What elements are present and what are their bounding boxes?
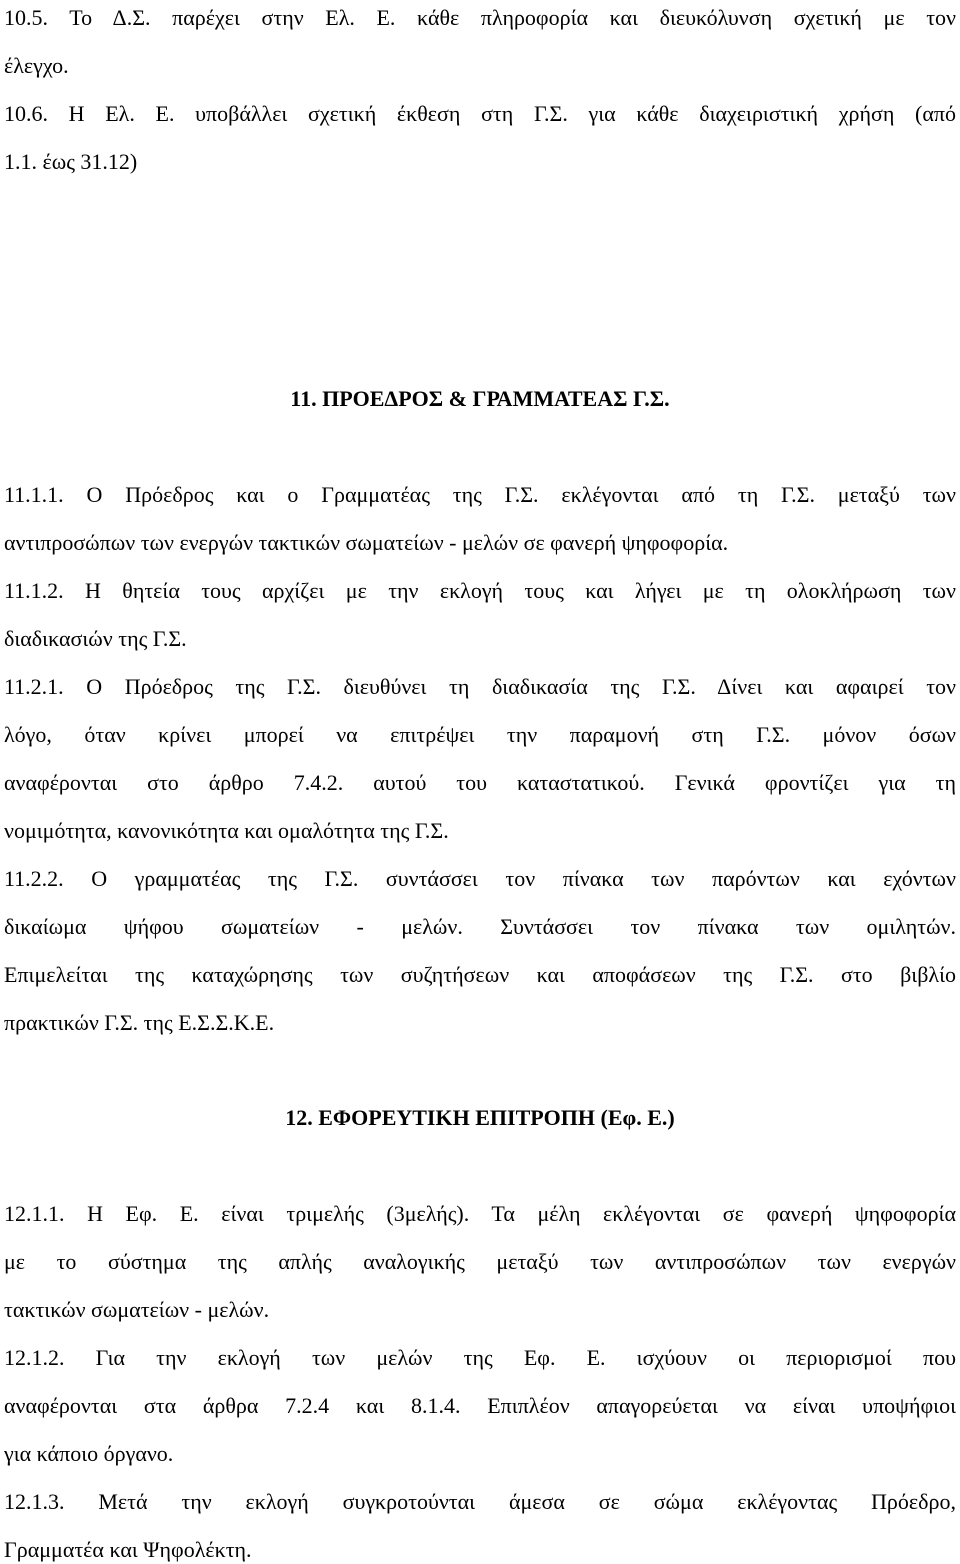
paragraph-12-1-1-line-3: τακτικών σωματείων - μελών. [4,1297,270,1322]
paragraph-11-1-2-line-1: 11.1.2. Η θητεία τους αρχίζει με την εκλογή τους και λήγει με τη ολοκλήρωση των [4,578,956,603]
paragraph-12-1-2-line-1: 12.1.2. Για την εκλογή των μελών της Εφ. Ε. ισχύουν οι περιορισμοί που [4,1345,956,1370]
paragraph-11-2-1-line-3: αναφέρονται στο άρθρο 7.4.2. αυτού του καταστατικού. Γενικά φροντίζει για τη [4,770,956,795]
paragraph-11-1-1-line-2: αντιπροσώπων των ενεργών τακτικών σωματείων - μελών σε φανερή ψηφοφορία. [4,530,729,555]
paragraph-10-6-line-2: 1.1. έως 31.12) [4,149,138,174]
paragraph-12-1-3-line-1: 12.1.3. Μετά την εκλογή συγκροτούνται άμεσα σε σώμα εκλέγοντας Πρόεδρο, [4,1489,956,1514]
paragraph-10-6-line-1: 10.6. Η Ελ. Ε. υποβάλλει σχετική έκθεση στη Γ.Σ. για κάθε διαχειριστική χρήση (από [4,101,956,126]
paragraph-11-2-2-line-4: πρακτικών Γ.Σ. της Ε.Σ.Σ.Κ.Ε. [4,1010,275,1035]
paragraph-12-1-3-line-2: Γραμματέα και Ψηφολέκτη. [4,1537,252,1562]
paragraph-12-1-1-line-2: με το σύστημα της απλής αναλογικής μεταξύ των αντιπροσώπων των ενεργών [4,1249,956,1274]
paragraph-10-5-line-2: έλεγχο. [4,53,69,78]
paragraph-10-5-line-1: 10.5. Το Δ.Σ. παρέχει στην Ελ. Ε. κάθε πληροφορία και διευκόλυνση σχετική με τον [4,5,956,30]
section-12-heading: 12. ΕΦΟΡΕΥΤΙΚΗ ΕΠΙΤΡΟΠΗ (Εφ. Ε.) [285,1105,675,1130]
paragraph-12-1-2-line-3: για κάποιο όργανο. [4,1441,174,1466]
paragraph-11-2-2-line-3: Επιμελείται της καταχώρησης των συζητήσεων και αποφάσεων της Γ.Σ. στο βιβλίο [4,962,956,987]
paragraph-12-1-2-line-2: αναφέρονται στα άρθρα 7.2.4 και 8.1.4. Επιπλέον απαγορεύεται να είναι υποψήφιοι [4,1393,956,1418]
paragraph-11-2-1-line-2: λόγο, όταν κρίνει μπορεί να επιτρέψει την παραμονή στη Γ.Σ. μόνον όσων [4,722,956,747]
paragraph-11-1-2-line-2: διαδικασιών της Γ.Σ. [4,626,187,651]
section-11-heading: 11. ΠΡΟΕΔΡΟΣ & ΓΡΑΜΜΑΤΕΑΣ Γ.Σ. [290,386,670,411]
paragraph-11-1-1-line-1: 11.1.1. Ο Πρόεδρος και ο Γραμματέας της Γ.Σ. εκλέγονται από τη Γ.Σ. μεταξύ των [4,482,956,507]
paragraph-12-1-1-line-1: 12.1.1. Η Εφ. Ε. είναι τριμελής (3μελής). Τα μέλη εκλέγονται σε φανερή ψηφοφορία [4,1201,956,1226]
paragraph-11-2-1-line-1: 11.2.1. Ο Πρόεδρος της Γ.Σ. διευθύνει τη διαδικασία της Γ.Σ. Δίνει και αφαιρεί τον [4,674,956,699]
paragraph-11-2-2-line-2: δικαίωμα ψήφου σωματείων - μελών. Συντάσσει τον πίνακα των ομιλητών. [4,914,956,939]
paragraph-11-2-2-line-1: 11.2.2. Ο γραμματέας της Γ.Σ. συντάσσει τον πίνακα των παρόντων και εχόντων [4,866,956,891]
paragraph-11-2-1-line-4: νομιμότητα, κανονικότητα και ομαλότητα της Γ.Σ. [4,818,449,843]
